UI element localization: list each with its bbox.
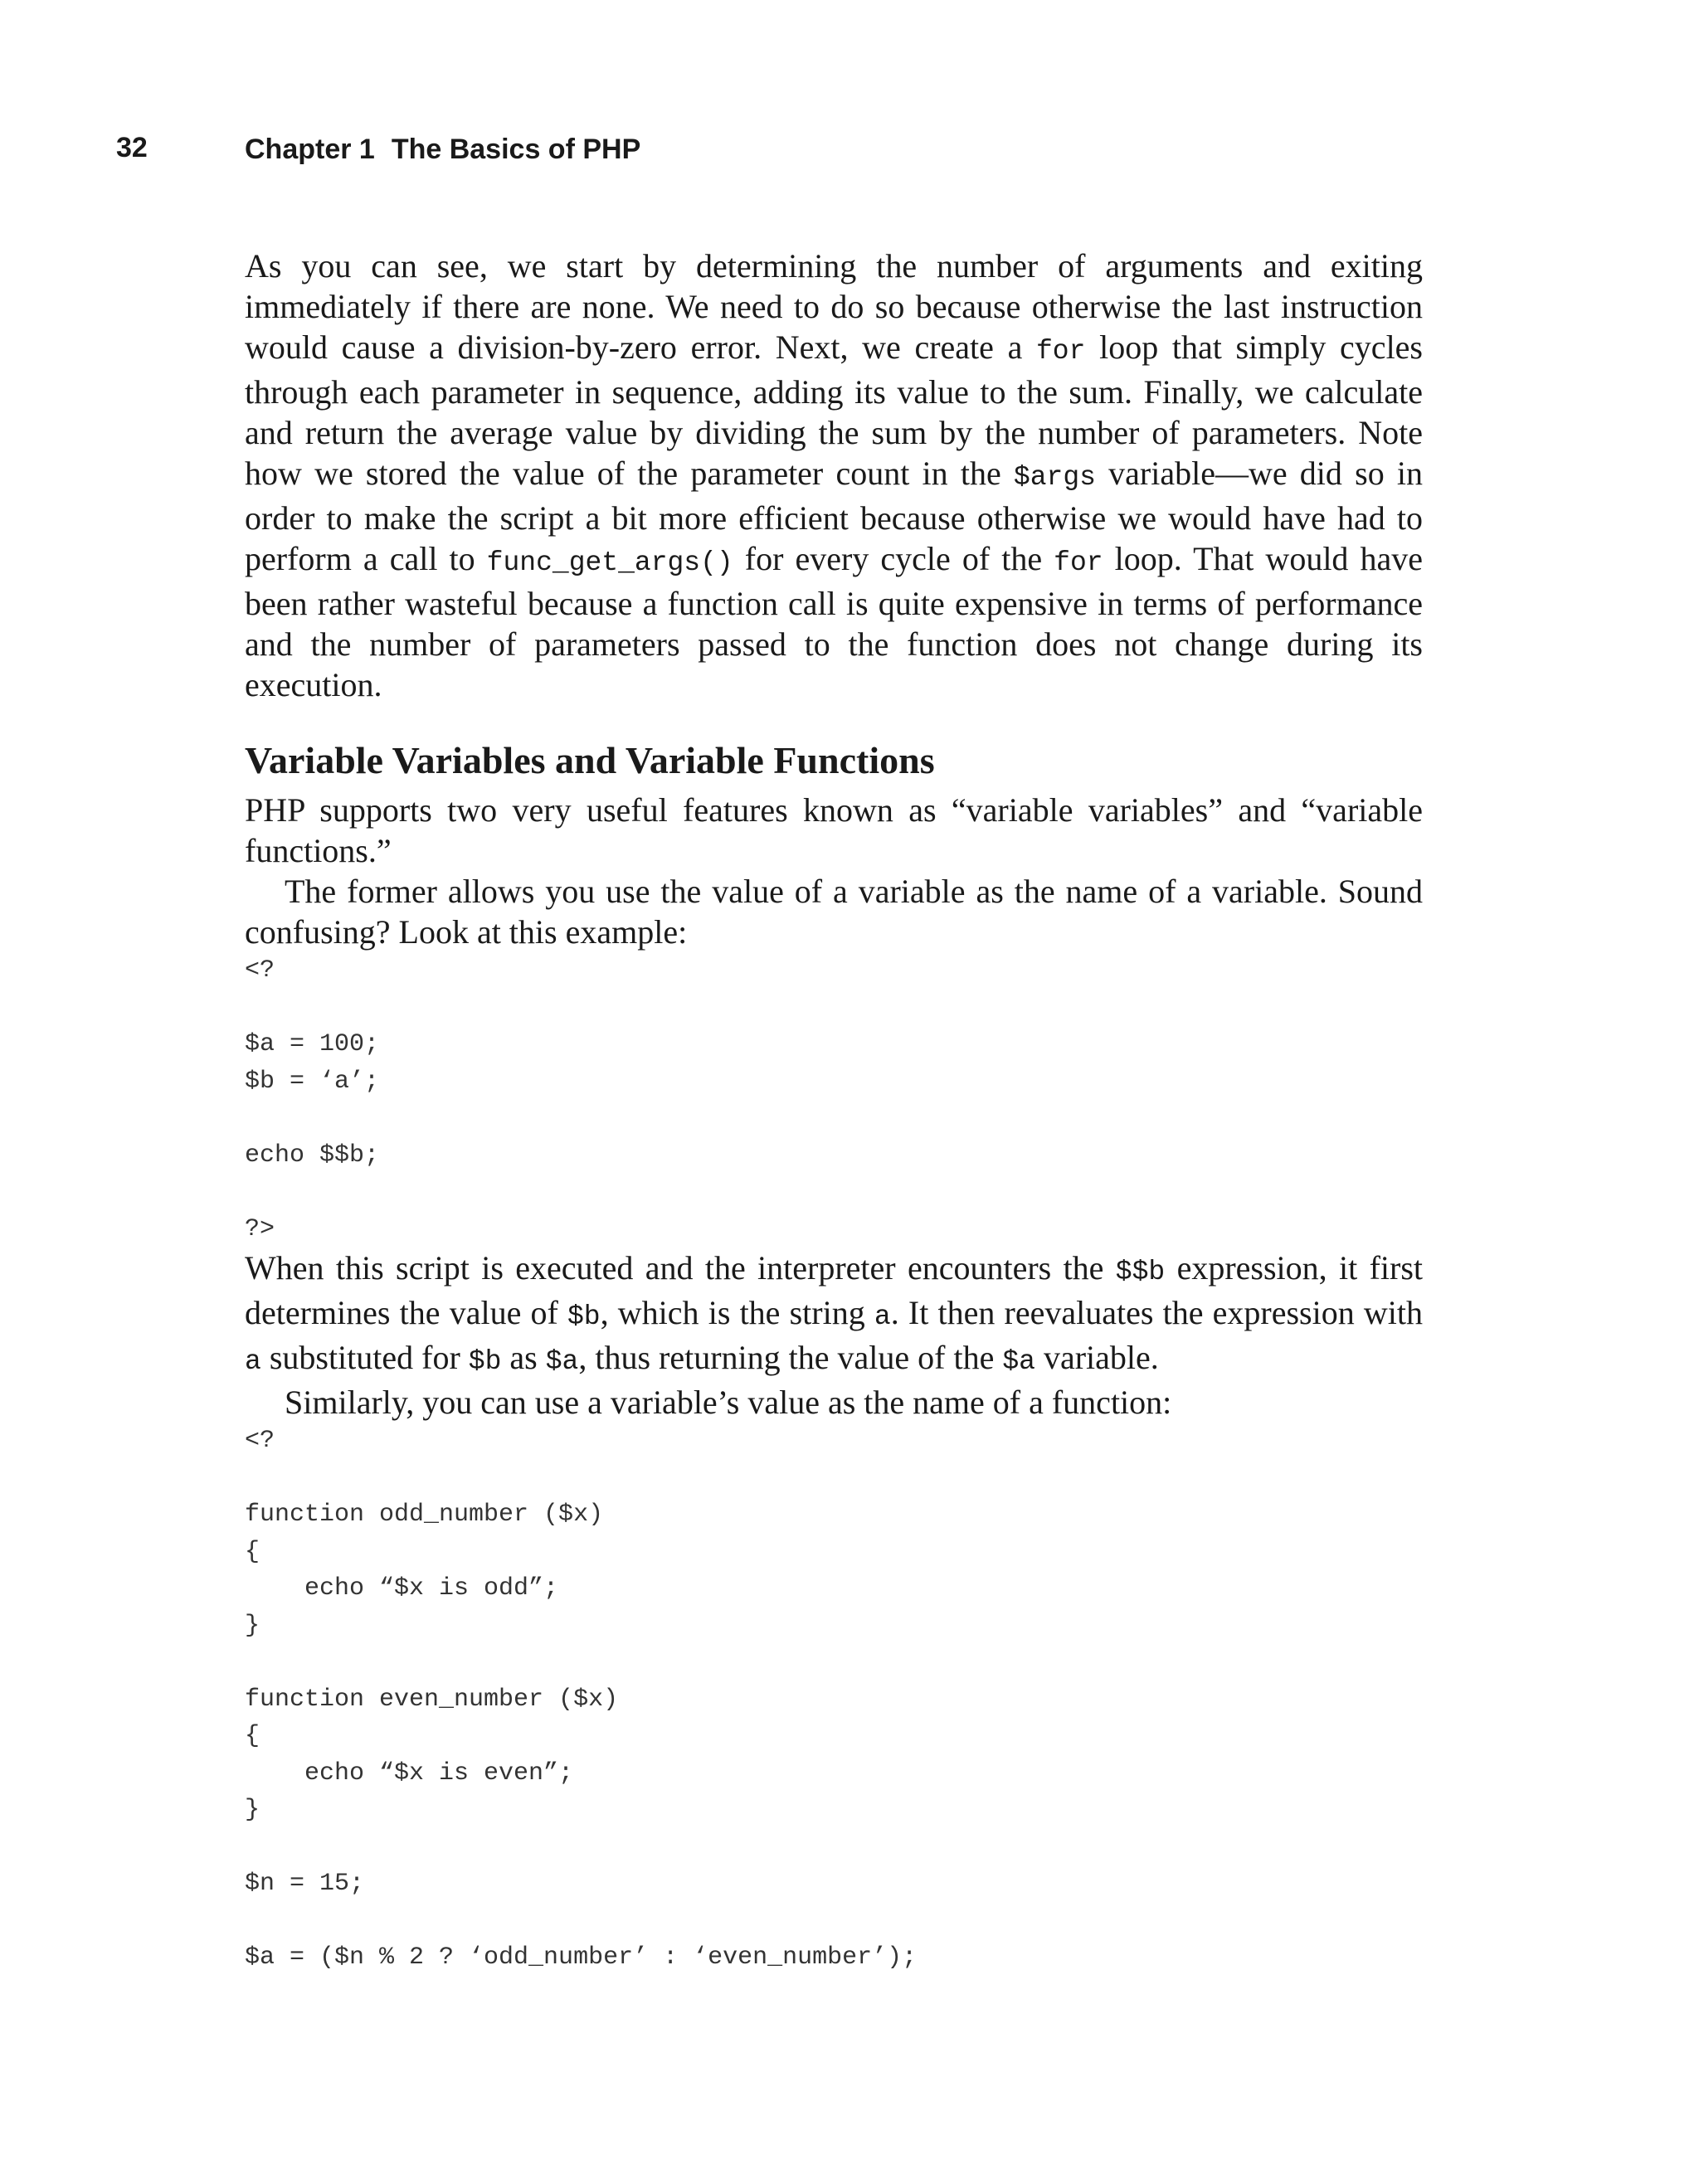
inline-code-a-var: $a: [1002, 1346, 1035, 1377]
text-run: variable—we did so in order to make the script a bit more efficient because otherwise we would have had to perform a call to: [245, 455, 1424, 577]
text-run: . It then reevaluates the expression with: [890, 1294, 1424, 1331]
code-example-variable-functions: <? function odd_number ($x) { echo “$x is odd”; } function even_number ($x) { echo “$x is even”; } $n = 15; $a = ($n % 2 ? ‘odd_number’ : ‘even_number’);: [245, 1427, 918, 1972]
chapter-label: Chapter 1: [245, 134, 375, 165]
inline-code-args: $args: [1013, 462, 1096, 493]
running-head: [245, 133, 640, 166]
text-run: for every cycle of the: [733, 540, 1054, 577]
inline-code-b: $b: [567, 1301, 601, 1332]
paragraph-intro: PHP supports two very useful features known as “variable variables” and “variable functions.”: [245, 791, 1423, 869]
inline-code-for: for: [1036, 336, 1086, 367]
inline-code-double-dollar-b: $$b: [1115, 1257, 1166, 1287]
paragraph-evaluation-explanation: [245, 1248, 1423, 1382]
inline-code-func-get-args: func_get_args(): [486, 547, 733, 578]
text-run: As you can see, we start by determining the number of arguments and exiting immediately if there are none. We need to do so because otherwise the last instruction would cause a division-by-zero error. Next, we create a: [245, 247, 1423, 366]
section-heading: Variable Variables and Variable Functions: [245, 739, 935, 781]
paragraph-average-explanation: [245, 246, 1423, 705]
inline-code-a-string: a: [245, 1346, 261, 1377]
page-number: 32: [116, 132, 148, 163]
text-run: , which is the string: [600, 1294, 874, 1331]
chapter-title: The Basics of PHP: [391, 134, 641, 165]
inline-code-a-var: $a: [545, 1346, 579, 1377]
paragraph-variable-functions: Similarly, you can use a variable’s value as the name of a function:: [285, 1384, 1172, 1421]
page-content: [245, 246, 1423, 1977]
text-run: as: [501, 1339, 546, 1376]
paragraph-variable-variables: The former allows you use the value of a variable as the name of a variable. Sound confusing? Look at this example:: [245, 873, 1423, 951]
text-run: loop. That would have been rather wasteful because a function call is quite expensive in terms of performance and the number of parameters passed to the function does not change during its execution.: [245, 540, 1424, 703]
text-run: substituted for: [260, 1339, 469, 1376]
text-run: When this script is executed and the interpreter encounters the: [245, 1249, 1116, 1287]
inline-code-b: $b: [468, 1346, 502, 1377]
inline-code-a-string: a: [874, 1301, 891, 1332]
inline-code-for: for: [1054, 547, 1103, 578]
text-run: , thus returning the value of the: [578, 1339, 1003, 1376]
text-run: loop that simply cycles through each parameter in sequence, adding its value to the sum. Finally, we calculate and return the average value by dividing the sum by the number of parameters. Note how we stored the value of the parameter count in the: [245, 328, 1423, 492]
text-run: expression, it first determines the value of: [245, 1249, 1424, 1331]
code-example-variable-variables: <? $a = 100; $b = ‘a’; echo $$b; ?>: [245, 956, 380, 1243]
text-run: variable.: [1034, 1339, 1159, 1376]
